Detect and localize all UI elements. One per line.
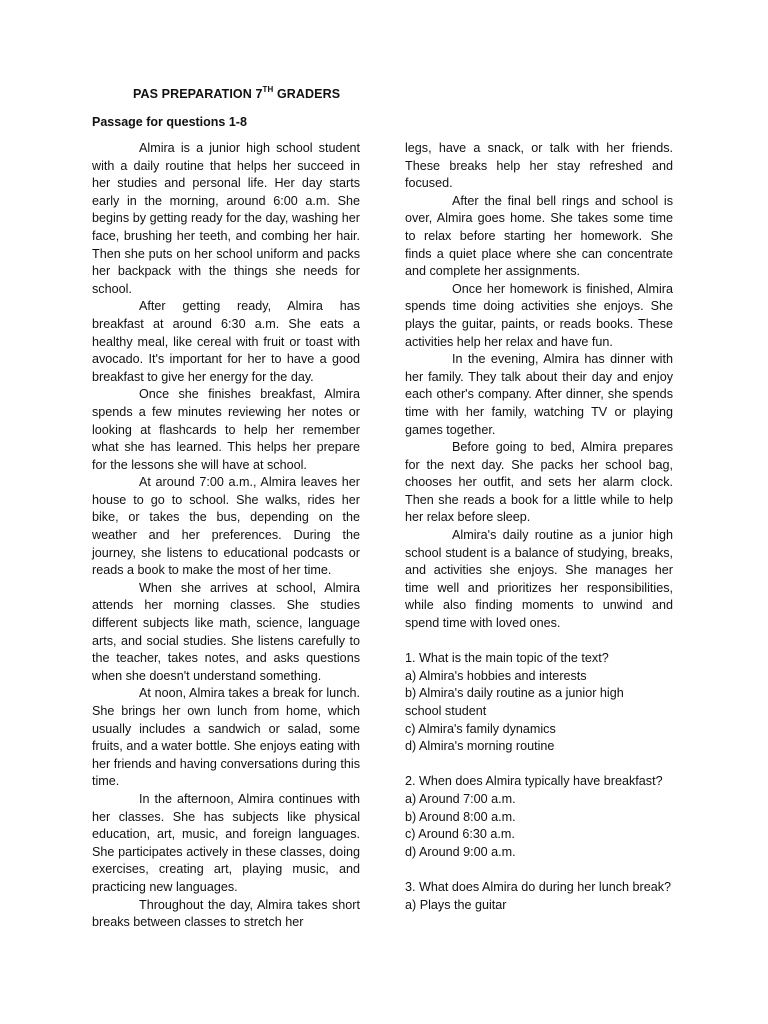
- right-column: [405, 140, 673, 932]
- paragraph: Almira is a junior high school student with a daily routine that helps her succeed in her studies and personal life. Her day starts early in the morning, around 6:00 a.m. She begins by getting ready for the day, washing her face, brushing her teeth, and combing her hair. Then she puts on her school uniform and packs her backpack with the things she needs for school.: [92, 141, 360, 296]
- answer-option: d) Around 9:00 a.m.: [405, 844, 516, 859]
- question-list: [405, 650, 673, 914]
- paragraph: After the final bell rings and school is over, Almira goes home. She takes some time to relax before starting her homework. She finds a quiet place where she can concentrate and complete her assignments.: [405, 193, 673, 279]
- answer-option: c) Around 6:30 a.m.: [405, 827, 515, 842]
- answer-option: d) Almira's morning routine: [405, 739, 555, 754]
- title-end: GRADERS: [273, 87, 341, 102]
- question-text: 3. What does Almira do during her lunch break?: [405, 879, 672, 894]
- paragraph: At noon, Almira takes a break for lunch. She brings her own lunch from home, which usually includes a sandwich or salad, some fruits, and a water bottle. She enjoys eating with her friends and having conversations during this time.: [92, 686, 360, 789]
- question-text: 2. When does Almira typically have breakfast?: [405, 774, 663, 789]
- question-text: 1. What is the main topic of the text?: [405, 651, 609, 666]
- answer-option: a) Almira's hobbies and interests: [405, 668, 587, 683]
- paragraph: Once she finishes breakfast, Almira spends a few minutes reviewing her notes or looking at flashcards to help her remember what she has learned. This helps her prepare for the lessons she will have at school.: [92, 387, 360, 472]
- paragraph-continued: legs, have a snack, or talk with her friends. These breaks help her stay refreshed and focused.: [405, 141, 673, 191]
- answer-option: b) Around 8:00 a.m.: [405, 809, 516, 824]
- paragraph: Once her homework is finished, Almira spends time doing activities she enjoys. She plays the guitar, paints, or reads books. These activities help her relax and have fun.: [405, 281, 673, 349]
- answer-option: b) Almira's daily routine as a junior high: [405, 686, 624, 701]
- title-superscript: TH: [262, 85, 274, 94]
- paragraph: When she arrives at school, Almira attends her morning classes. She studies different subjects like math, science, language arts, and social studies. She listens carefully to the teacher, takes notes, and asks questions when she doesn't understand something.: [92, 580, 360, 683]
- document-title: [133, 86, 340, 101]
- left-column: [92, 140, 360, 932]
- paragraph: After getting ready, Almira has breakfast at around 6:30 a.m. She eats a healthy meal, like cereal with fruit or toast with avocado. It's important for her to have a good breakfast to give her energy for the day.: [92, 299, 360, 384]
- question-item: [405, 879, 673, 914]
- paragraph: Before going to bed, Almira prepares for the next day. She packs her school bag, chooses her outfit, and sets her alarm clock. Then she reads a book for a little while to help her relax before sleep.: [405, 440, 673, 525]
- question-item: [405, 650, 673, 756]
- answer-option: a) Plays the guitar: [405, 897, 507, 912]
- paragraph: In the afternoon, Almira continues with her classes. She has subjects like physical education, art, music, and foreign languages. She participates actively in these classes, doing exercises, creating art, playing music, and practicing new languages.: [92, 791, 360, 894]
- question-item: [405, 773, 673, 861]
- paragraph: Almira's daily routine as a junior high school student is a balance of studying, breaks, and activities she enjoys. She manages her time well and prioritizes her responsibilities, while also finding moments to unwind and spend time with loved ones.: [405, 528, 673, 631]
- answer-option: c) Almira's family dynamics: [405, 721, 556, 736]
- paragraph: Throughout the day, Almira takes short breaks between classes to stretch her: [92, 897, 360, 930]
- passage-heading: Passage for questions 1-8: [92, 115, 247, 129]
- paragraph: At around 7:00 a.m., Almira leaves her house to go to school. She walks, rides her bike, or takes the bus, depending on the weather and her preferences. During the journey, she listens to educational podcasts or reads a book to make the most of her time.: [92, 475, 360, 578]
- answer-option: a) Around 7:00 a.m.: [405, 791, 516, 806]
- title-main: PAS PREPARATION 7: [133, 87, 263, 102]
- answer-option: school student: [405, 704, 487, 718]
- paragraph: In the evening, Almira has dinner with her family. They talk about their day and enjoy each other's company. After dinner, she spends time with her family, watching TV or playing games together.: [405, 352, 673, 437]
